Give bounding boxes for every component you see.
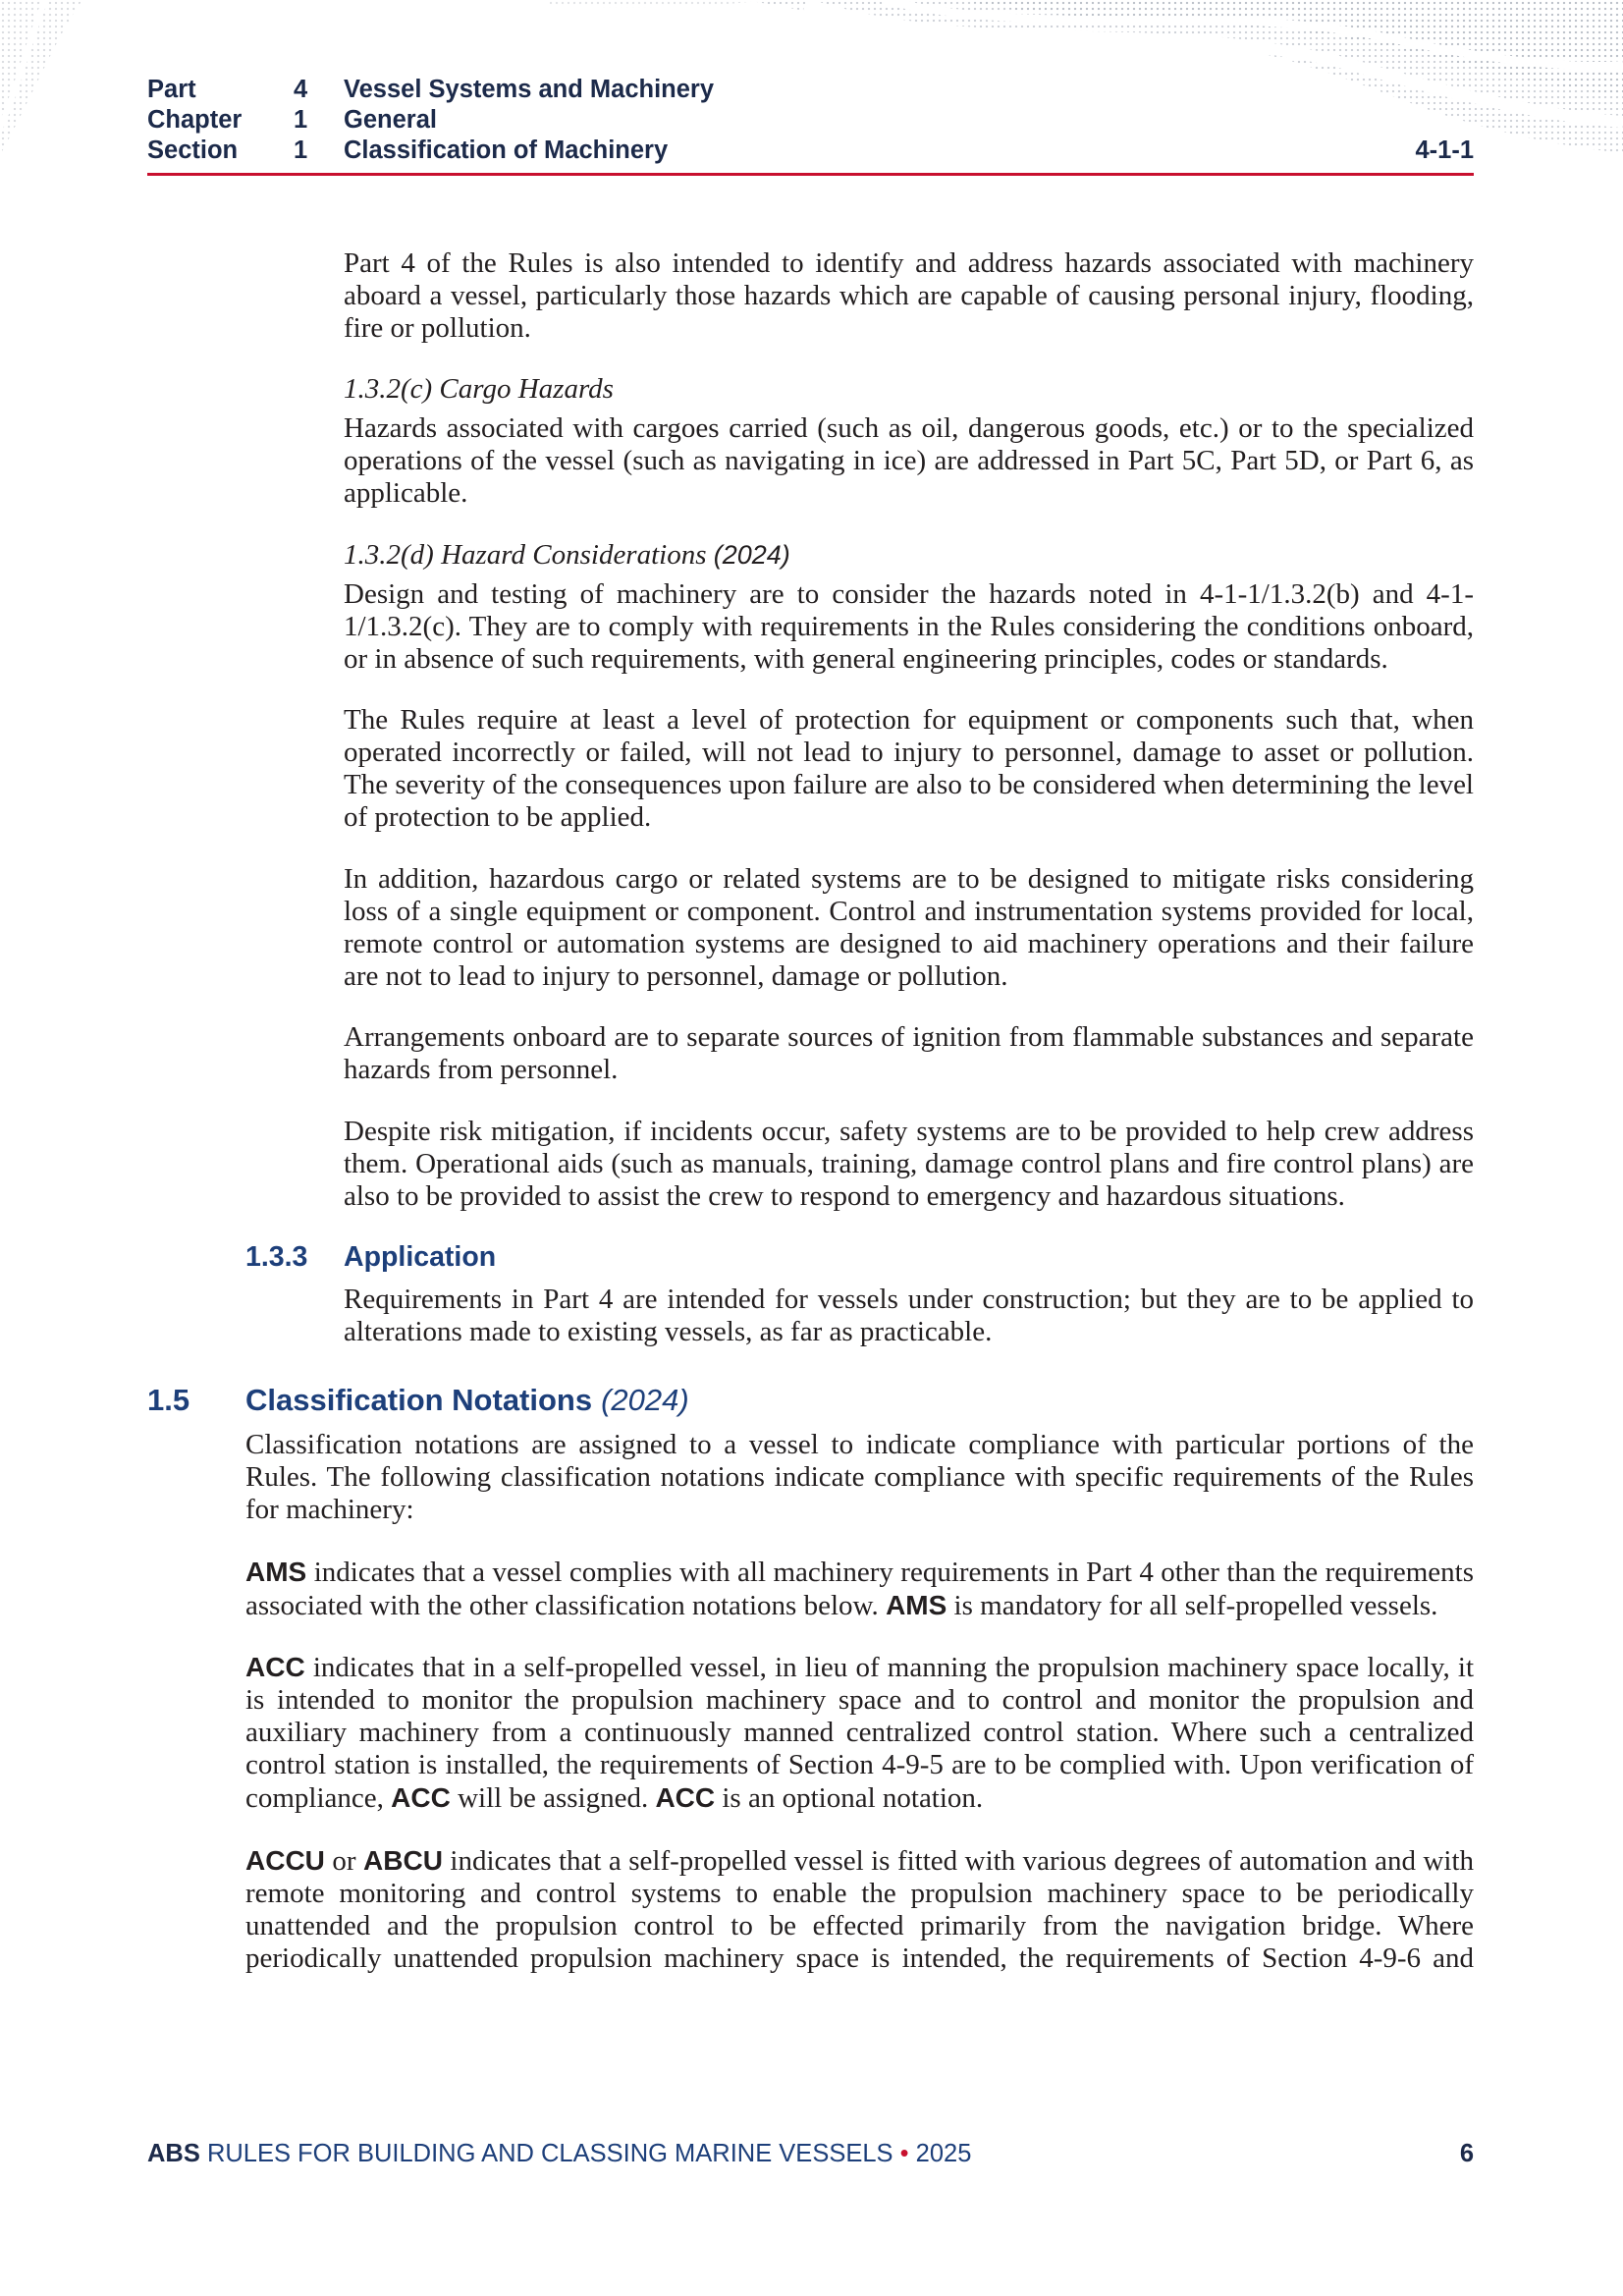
header-section-title: Classification of Machinery	[344, 137, 669, 164]
notation-term: ACC	[655, 1782, 716, 1813]
header-divider-rule	[147, 173, 1474, 176]
paragraph-application: Requirements in Part 4 are intended for vessels under construction; but they are to be applied to alterations made to existing vessels, as far as practicable.	[344, 1284, 1474, 1347]
notation-term: ABCU	[363, 1844, 443, 1876]
notation-text: indicates that a self-propelled vessel is fitted with various degrees of automation and with remote monitoring and control systems to enable the propulsion machinery space to be periodically unattended and the propulsion control to be effected primarily from the navigation bridge. Where periodically unattended propulsion machinery space is intended, the requirements of Section 4-9-6 and	[245, 1844, 1475, 1974]
notation-paragraph-accu-abcu	[245, 1844, 1474, 1975]
paragraph-notations-intro: Classification notations are assigned to a vessel to indicate compliance with particular portions of the Rules. The following classification notations indicate compliance with specific requirements of the Rules for machinery:	[245, 1429, 1474, 1525]
paragraph-hazardous-cargo-systems: In addition, hazardous cargo or related systems are to be designed to mitigate risks considering loss of a single equipment or component. Control and instrumentation systems provided for local, remote control or automation systems are designed to aid machinery operations and their failure are not to lead to injury to personnel, damage or pollution.	[344, 862, 1474, 992]
notation-term: ACCU	[245, 1844, 325, 1876]
header-part-label: Part	[147, 76, 196, 103]
subsection-heading-hazard-considerations	[344, 539, 1474, 572]
paragraph-cargo-hazards: Hazards associated with cargoes carried (such as oil, dangerous goods, etc.) or to the specialized operations of the vessel (such as navigating in ice) are addressed in Part 5C, Part 5D, or Part 6, as applicable.	[344, 412, 1474, 509]
page-number: 6	[1459, 2140, 1474, 2167]
header-section-reference: 4-1-1	[1415, 137, 1474, 164]
footer-publisher: ABS	[147, 2140, 200, 2167]
notation-term: ACC	[245, 1652, 305, 1682]
running-header	[147, 75, 1474, 166]
paragraph-safety-systems: Despite risk mitigation, if incidents occur, safety systems are to be provided to help crew address them. Operational aids (such as manuals, training, damage control plans and fire control plans) are also to be provided to assist the crew to respond to emergency and hazardous situations.	[344, 1115, 1474, 1212]
notation-text: is mandatory for all self-propelled vessels.	[953, 1589, 1438, 1621]
paragraph-ignition-separation: Arrangements onboard are to separate sources of ignition from flammable substances and separate hazards from personnel.	[344, 1021, 1474, 1085]
footer-title: RULES FOR BUILDING AND CLASSING MARINE VESSELS	[206, 2140, 893, 2167]
paragraph-protection-level: The Rules require at least a level of protection for equipment or components such that, when operated incorrectly or failed, will not lead to injury to personnel, damage to asset or pollution. The severity of the consequences upon failure are also to be considered when determining the level of protection to be applied.	[344, 704, 1474, 833]
notation-term: AMS	[886, 1589, 947, 1620]
wave-band-left	[0, 0, 82, 155]
paragraph-hazard-scope: Part 4 of the Rules is also intended to identify and address hazards associated with machinery aboard a vessel, particularly those hazards which are capable of causing personal injury, flooding, fire or pollution.	[344, 246, 1474, 344]
notation-paragraph-ams	[245, 1556, 1474, 1622]
notation-term: ACC	[391, 1782, 451, 1813]
notation-text: or	[332, 1844, 356, 1877]
paragraph-design-testing: Design and testing of machinery are to consider the hazards noted in 4-1-1/1.3.2(b) and 4-1-1/1.3.2(c). They are to comply with requirements in the Rules considering the conditions onboard, or in absence of such requirements, with general engineering principles, codes or standards.	[344, 577, 1474, 675]
notation-text: indicates that a vessel complies with all machinery requirements in Part 4 other than the requirements associated with the other classification notations below.	[245, 1556, 1475, 1621]
footer-year: 2025	[915, 2140, 972, 2167]
section-title: Application	[344, 1241, 497, 1273]
section-number: 1.3.3	[245, 1241, 308, 1273]
wave-band-top-center	[550, 0, 766, 8]
header-chapter-number: 1	[294, 106, 308, 134]
running-footer	[147, 2139, 1474, 2168]
section-title: Classification Notations	[245, 1383, 593, 1417]
footer-bullet-separator: •	[899, 2140, 909, 2167]
notation-term: AMS	[245, 1556, 307, 1587]
subsection-heading-hazard-considerations-title: 1.3.2(d) Hazard Considerations	[344, 538, 707, 571]
header-chapter-label: Chapter	[147, 106, 243, 134]
header-section-row	[147, 136, 1474, 166]
section-number: 1.5	[147, 1383, 190, 1417]
header-part-title: Vessel Systems and Machinery	[344, 76, 715, 103]
header-part-number: 4	[294, 76, 308, 103]
header-section-number: 1	[294, 137, 308, 164]
section-heading-classification-notations	[147, 1382, 1623, 1419]
notation-text: will be assigned.	[458, 1782, 649, 1814]
subsection-heading-cargo-hazards: 1.3.2(c) Cargo Hazards	[344, 373, 614, 405]
footer-publication-title	[147, 2139, 971, 2168]
notation-text: indicates that in a self-propelled vessel, in lieu of manning the propulsion machinery space locally, it is intended to monitor the propulsion machinery space and to control and monitor the propulsion and auxiliary machinery from a continuously manned centralized control station. Where such a centralized control station is installed, the requirements of Section 4-9-5 are to be complied with. Upon verification of compliance,	[245, 1652, 1475, 1814]
notation-paragraph-acc	[245, 1651, 1474, 1815]
page-body	[0, 247, 1623, 2004]
header-part-row	[147, 75, 1474, 105]
revision-year-tag: (2024)	[601, 1383, 689, 1417]
header-chapter-row	[147, 105, 1474, 136]
notation-text: is an optional notation.	[722, 1782, 984, 1814]
section-heading-application	[245, 1241, 1623, 1274]
header-section-label: Section	[147, 137, 239, 164]
revision-year-tag: (2024)	[713, 539, 790, 570]
header-chapter-title: General	[344, 106, 437, 134]
